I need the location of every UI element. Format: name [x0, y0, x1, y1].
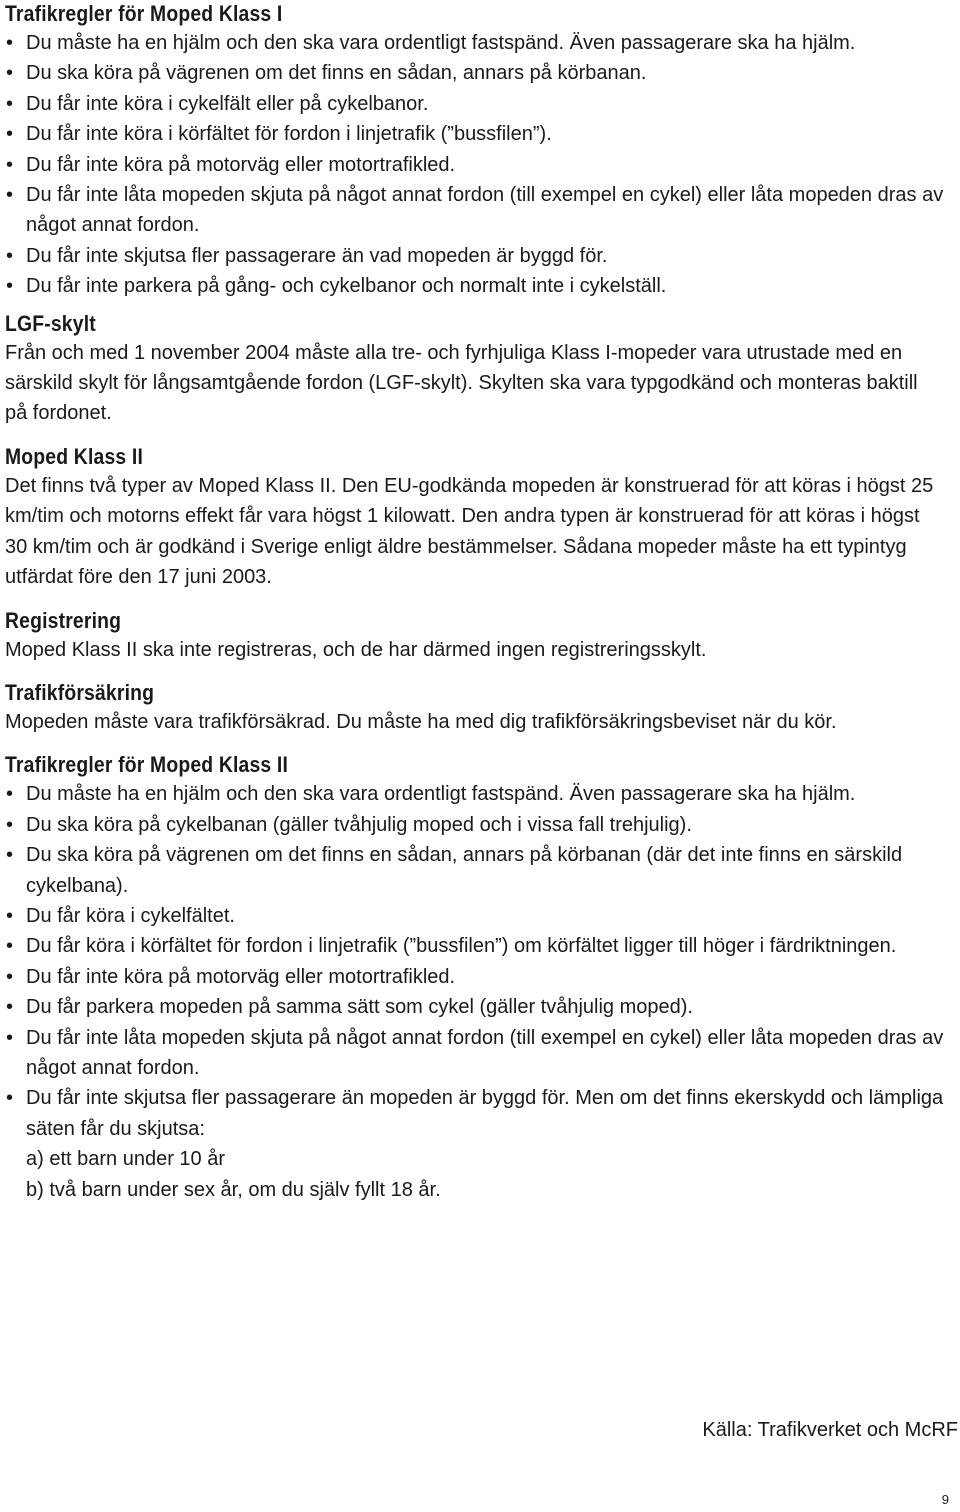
paragraph-moped-class-2: Det finns två typer av Moped Klass II. Den EU-godkända mopeden är konstruerad för att köras i högst 25 km/tim och motorns effekt får vara högst 1 kilowatt. Den andra typen är konstruerad för att köras i högst 30 km/tim och är godkänd i Sverige enligt äldre bestämmelser. Sådana mopeder måste ha ett typintyg utfärdat före den 17 juni 2003.: [5, 474, 934, 589]
list-item: • Du får parkera mopeden på samma sätt som cykel (gäller tvåhjulig moped).: [5, 992, 945, 1022]
list-item: • Du måste ha en hjälm och den ska vara ordentligt fastspänd. Även passagerare ska ha hjälm.: [5, 779, 945, 809]
paragraph-lgf-sign: Från och med 1 november 2004 måste alla tre- och fyrhjuliga Klass I-mopeder vara utrustade med en särskild skylt för långsamtgående fordon (LGF-skylt). Skylten ska vara typgodkänd och monteras baktill på fordonet.: [5, 341, 918, 425]
sub-item-b: b) två barn under sex år, om du själv fyllt 18 år.: [26, 1178, 441, 1201]
list-item: • Du får inte köra i cykelfält eller på cykelbanor.: [5, 89, 945, 119]
bullet-list-class-1: [5, 28, 945, 302]
section-lgf-sign: [5, 310, 945, 429]
section-moped-class-2: [5, 443, 945, 593]
bullet-list-class-2: [5, 779, 945, 1205]
section-traffic-insurance: [5, 679, 945, 737]
paragraph-registration: Moped Klass II ska inte registreras, och de har därmed ingen registreringsskylt.: [5, 638, 707, 661]
list-item: • Du ska köra på cykelbanan (gäller tvåhjulig moped och i vissa fall trehjulig).: [5, 810, 945, 840]
list-item: • Du får inte parkera på gång- och cykelbanor och normalt inte i cykelställ.: [5, 271, 945, 301]
list-item: • Du får köra i körfältet för fordon i linjetrafik (”bussfilen”) om körfältet ligger till höger i färdriktningen.: [5, 931, 945, 961]
list-item-text: Du får inte skjutsa fler passagerare än mopeden är byggd för. Men om det finns ekerskydd och lämpliga säten får du skjutsa:: [26, 1087, 944, 1140]
section-traffic-rules-class-1: [5, 0, 945, 302]
page-number: 9: [941, 1492, 949, 1507]
paragraph-traffic-insurance: Mopeden måste vara trafikförsäkrad. Du måste ha med dig trafikförsäkringsbeviset när du kör.: [5, 710, 837, 733]
list-item: • Du får köra i cykelfältet.: [5, 901, 945, 931]
list-item: • Du får inte låta mopeden skjuta på något annat fordon (till exempel en cykel) eller låta mopeden dras av något annat fordon.: [5, 1023, 945, 1084]
source-credit: Källa: Trafikverket och McRF: [702, 1419, 958, 1441]
list-item: [5, 1083, 945, 1205]
sub-item-a: a) ett barn under 10 år: [26, 1148, 226, 1171]
document-page: [5, 0, 945, 1205]
list-item: • Du får inte skjutsa fler passagerare än vad mopeden är byggd för.: [5, 241, 945, 271]
list-item: • Du får inte köra på motorväg eller motortrafikled.: [5, 962, 945, 992]
list-item: • Du ska köra på vägrenen om det finns en sådan, annars på körbanan.: [5, 58, 945, 88]
heading-traffic-rules-class-1: Trafikregler för Moped Klass I: [5, 1, 283, 26]
heading-moped-class-2: Moped Klass II: [5, 443, 144, 469]
list-item: • Du får inte köra i körfältet för fordon i linjetrafik (”bussfilen”).: [5, 119, 945, 149]
list-item: • Du får inte låta mopeden skjuta på något annat fordon (till exempel en cykel) eller låta mopeden dras av något annat fordon.: [5, 180, 945, 241]
heading-lgf-sign: LGF-skylt: [5, 310, 96, 336]
section-traffic-rules-class-2: [5, 751, 945, 1205]
section-registration: [5, 607, 945, 665]
heading-traffic-rules-class-2: Trafikregler för Moped Klass II: [5, 752, 289, 778]
list-item: • Du måste ha en hjälm och den ska vara ordentligt fastspänd. Även passagerare ska ha hjälm.: [5, 28, 945, 58]
heading-registration: Registrering: [5, 607, 122, 633]
list-item: • Du får inte köra på motorväg eller motortrafikled.: [5, 150, 945, 180]
heading-traffic-insurance: Trafikförsäkring: [5, 679, 155, 705]
list-item: • Du ska köra på vägrenen om det finns en sådan, annars på körbanan (där det inte finns en särskild cykelbana).: [5, 840, 945, 901]
